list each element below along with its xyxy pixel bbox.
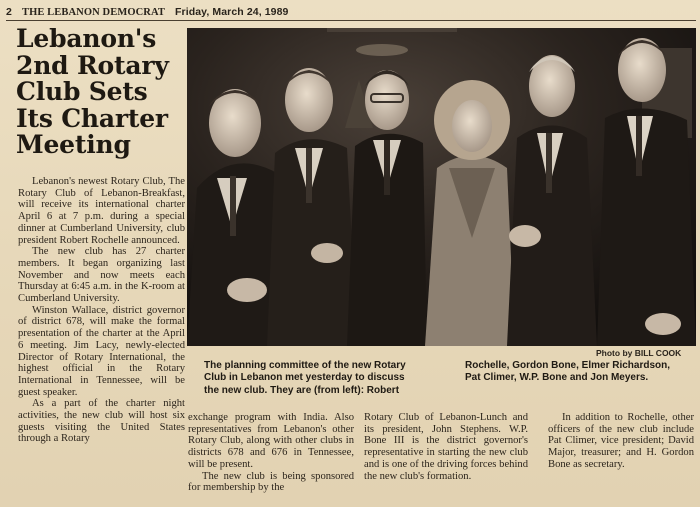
issue-date: Friday, March 24, 1989 [175,6,289,18]
article-paragraph: The new club has 27 charter members. It began organizing last November and now meets each Thursday at 6:45 a.m. in the K-room at Cumberland University. [18,246,185,305]
caption-line: the new club. They are (from left): Robert [204,384,400,396]
paper-name: THE LEBANON DEMOCRAT [21,7,165,18]
article-column-1 [18,176,185,445]
photo-caption-right [465,360,697,385]
headline-line: Lebanon's [16,24,157,53]
headline-line: Its Charter [16,103,168,133]
photo-credit: Photo by BILL COOK [596,348,682,358]
article-paragraph: As a part of the charter night activities, the new club will host six guests visiting the United States through a Rotary [18,398,185,445]
photo-caption-left [204,360,460,397]
group-photo [187,28,696,346]
article-paragraph: In addition to Rochelle, other officers of the new club include Pat Climer, vice president; David Major, treasurer; and H. Gordon Bone as secretary. [548,412,694,470]
article-column-3 [364,412,528,482]
group-photo-image [187,28,696,346]
article-paragraph: Rotary Club of Lebanon-Lunch and its president, John Stephens. W.P. Bone III is the district governor's representative in starting the new club and is one of the driving forces behind the new club's formation. [364,412,528,482]
masthead [6,6,694,20]
headline-line: 2nd Rotary [16,50,169,80]
article-paragraph: The new club is being sponsored for membership by the [188,470,354,494]
caption-line: Rochelle, Gordon Bone, Elmer Richardson, [465,360,671,371]
page-number: 2 [6,6,12,18]
article-paragraph: exchange program with India. Also representatives from Lebanon's other Rotary Club, along with other clubs in districts 678 and 676 in Tennessee, will be present. [188,412,354,470]
caption-line: Pat Climer, W.P. Bone and Jon Meyers. [465,372,649,384]
article-column-4 [548,412,694,471]
article-paragraph: Lebanon's newest Rotary Club, The Rotary Club of Lebanon-Breakfast, will receive its international charter April 6 at 7 p.m. during a special dinner at Cumberland University, club president Robert Rochelle announced. [18,176,185,246]
person-4 [425,80,515,346]
masthead-rule [6,20,696,21]
headline-line: Meeting [16,130,131,159]
headline-line: Club Sets [16,77,148,106]
caption-line: Club in Lebanon met yesterday to discuss [204,372,405,384]
article-paragraph: Winston Wallace, district governor of district 678, will make the formal presentation of the charter at the April 6 meeting. Jim Lacy, newly-elected Director of Rotary International, the highest official in the Rotary International in Tennessee, will be guest speaker. [18,304,185,398]
caption-line: The planning committee of the new Rotary [204,360,406,371]
headline [16,26,186,159]
article-column-2 [188,412,354,494]
